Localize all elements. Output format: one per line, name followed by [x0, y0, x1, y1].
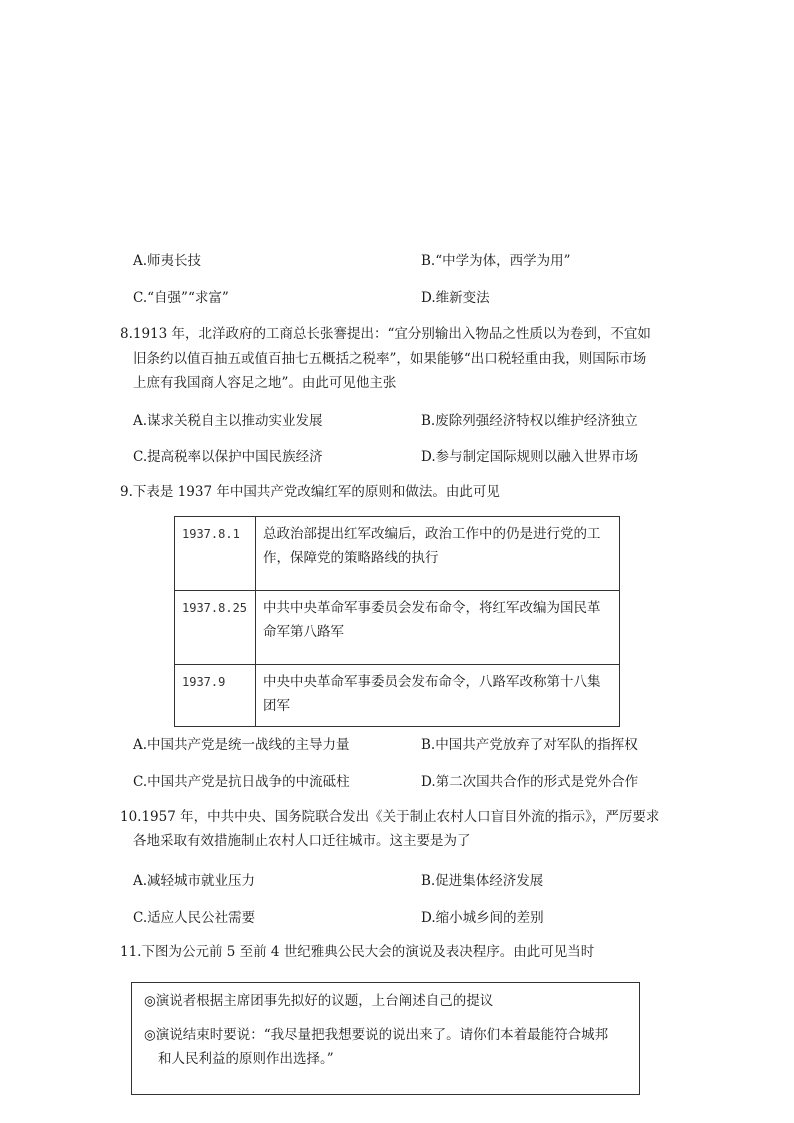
q10-option-d: D.缩小城乡间的差别: [421, 910, 544, 926]
q9-stem: 9.下表是 1937 年中国共产党改编红军的原则和做法。由此可见: [120, 484, 500, 500]
table-cell-event: [256, 591, 620, 665]
q10-option-a: A.减轻城市就业压力: [133, 873, 256, 889]
q9-table: [174, 516, 620, 727]
q8-option-c: C.提高税率以保护中国民族经济: [133, 449, 323, 465]
table-row: [175, 517, 620, 591]
q7-option-a: A.师夷长技: [133, 253, 202, 269]
q8-stem-line1: 8.1913 年，北洋政府的工商总长张謇提出：“宜分别输出入物品之性质以为卷到，不宜如: [120, 326, 651, 342]
event-line: 团军: [263, 698, 290, 714]
event-line: 总政治部提出红军改编后，政治工作中的仍是进行党的工: [263, 526, 601, 542]
q10-option-b: B.促进集体经济发展: [421, 873, 544, 889]
q11-stem: 11.下图为公元前 5 至前 4 世纪雅典公民大会的演说及表决程序。由此可见当时: [120, 944, 595, 960]
table-cell-event: [256, 665, 620, 727]
q9-option-a: A.中国共产党是统一战线的主导力量: [133, 737, 350, 753]
q10-stem-line2: 各地采取有效措施制止农村人口迁往城市。这主要是为了: [133, 833, 471, 849]
procedure-item-1: ◎演说者根据主席团事先拟好的议题，上台阐述自己的提议: [144, 993, 494, 1009]
q8-option-d: D.参与制定国际规则以融入世界市场: [421, 449, 639, 465]
table-row: [175, 591, 620, 665]
q8-option-b: B.废除列强经济特权以维护经济独立: [421, 413, 638, 429]
event-line: 中央中央革命军事委员会发布命令，八路军改称第十八集: [263, 674, 601, 690]
q9-option-b: B.中国共产党放弃了对军队的指挥权: [421, 737, 638, 753]
table-cell-date: 1937.9: [175, 665, 256, 727]
table-row: [175, 665, 620, 727]
q7-option-c: C.“自强”“求富”: [133, 290, 229, 306]
table-cell-date: 1937.8.1: [175, 517, 256, 591]
q9-option-d: D.第二次国共合作的形式是党外合作: [421, 774, 639, 790]
q7-option-d: D.维新变法: [421, 290, 490, 306]
event-line: 命军第八路军: [263, 624, 344, 640]
table-cell-date: 1937.8.25: [175, 591, 256, 665]
q8-option-a: A.谋求关税自主以推动实业发展: [133, 413, 323, 429]
q10-option-c: C.适应人民公社需要: [133, 910, 256, 926]
q8-stem-line3: 上庶有我国商人容足之地”。由此可见他主张: [133, 375, 397, 391]
event-line: 作，保障党的策略路线的执行: [263, 550, 439, 566]
q10-stem-line1: 10.1957 年，中共中央、国务院联合发出《关于制止农村人口盲目外流的指示》，严厉要求: [120, 809, 660, 825]
q11-procedure-box: [131, 982, 640, 1095]
event-line: 中共中央革命军事委员会发布命令，将红军改编为国民革: [263, 600, 601, 616]
procedure-item-2-line1: ◎演说结束时要说：“我尽量把我想要说的说出来了。请你们本着最能符合城邦: [144, 1027, 609, 1043]
q9-option-c: C.中国共产党是抗日战争的中流砥柱: [133, 774, 350, 790]
q8-stem-line2: 旧条约以值百抽五或值百抽七五概括之税率”，如果能够“出口税轻重由我，则国际市场: [133, 351, 647, 367]
table-cell-event: [256, 517, 620, 591]
procedure-item-2-line2: 和人民利益的原则作出选择。”: [158, 1051, 334, 1067]
q7-option-b: B.“中学为体，西学为用”: [421, 253, 571, 269]
